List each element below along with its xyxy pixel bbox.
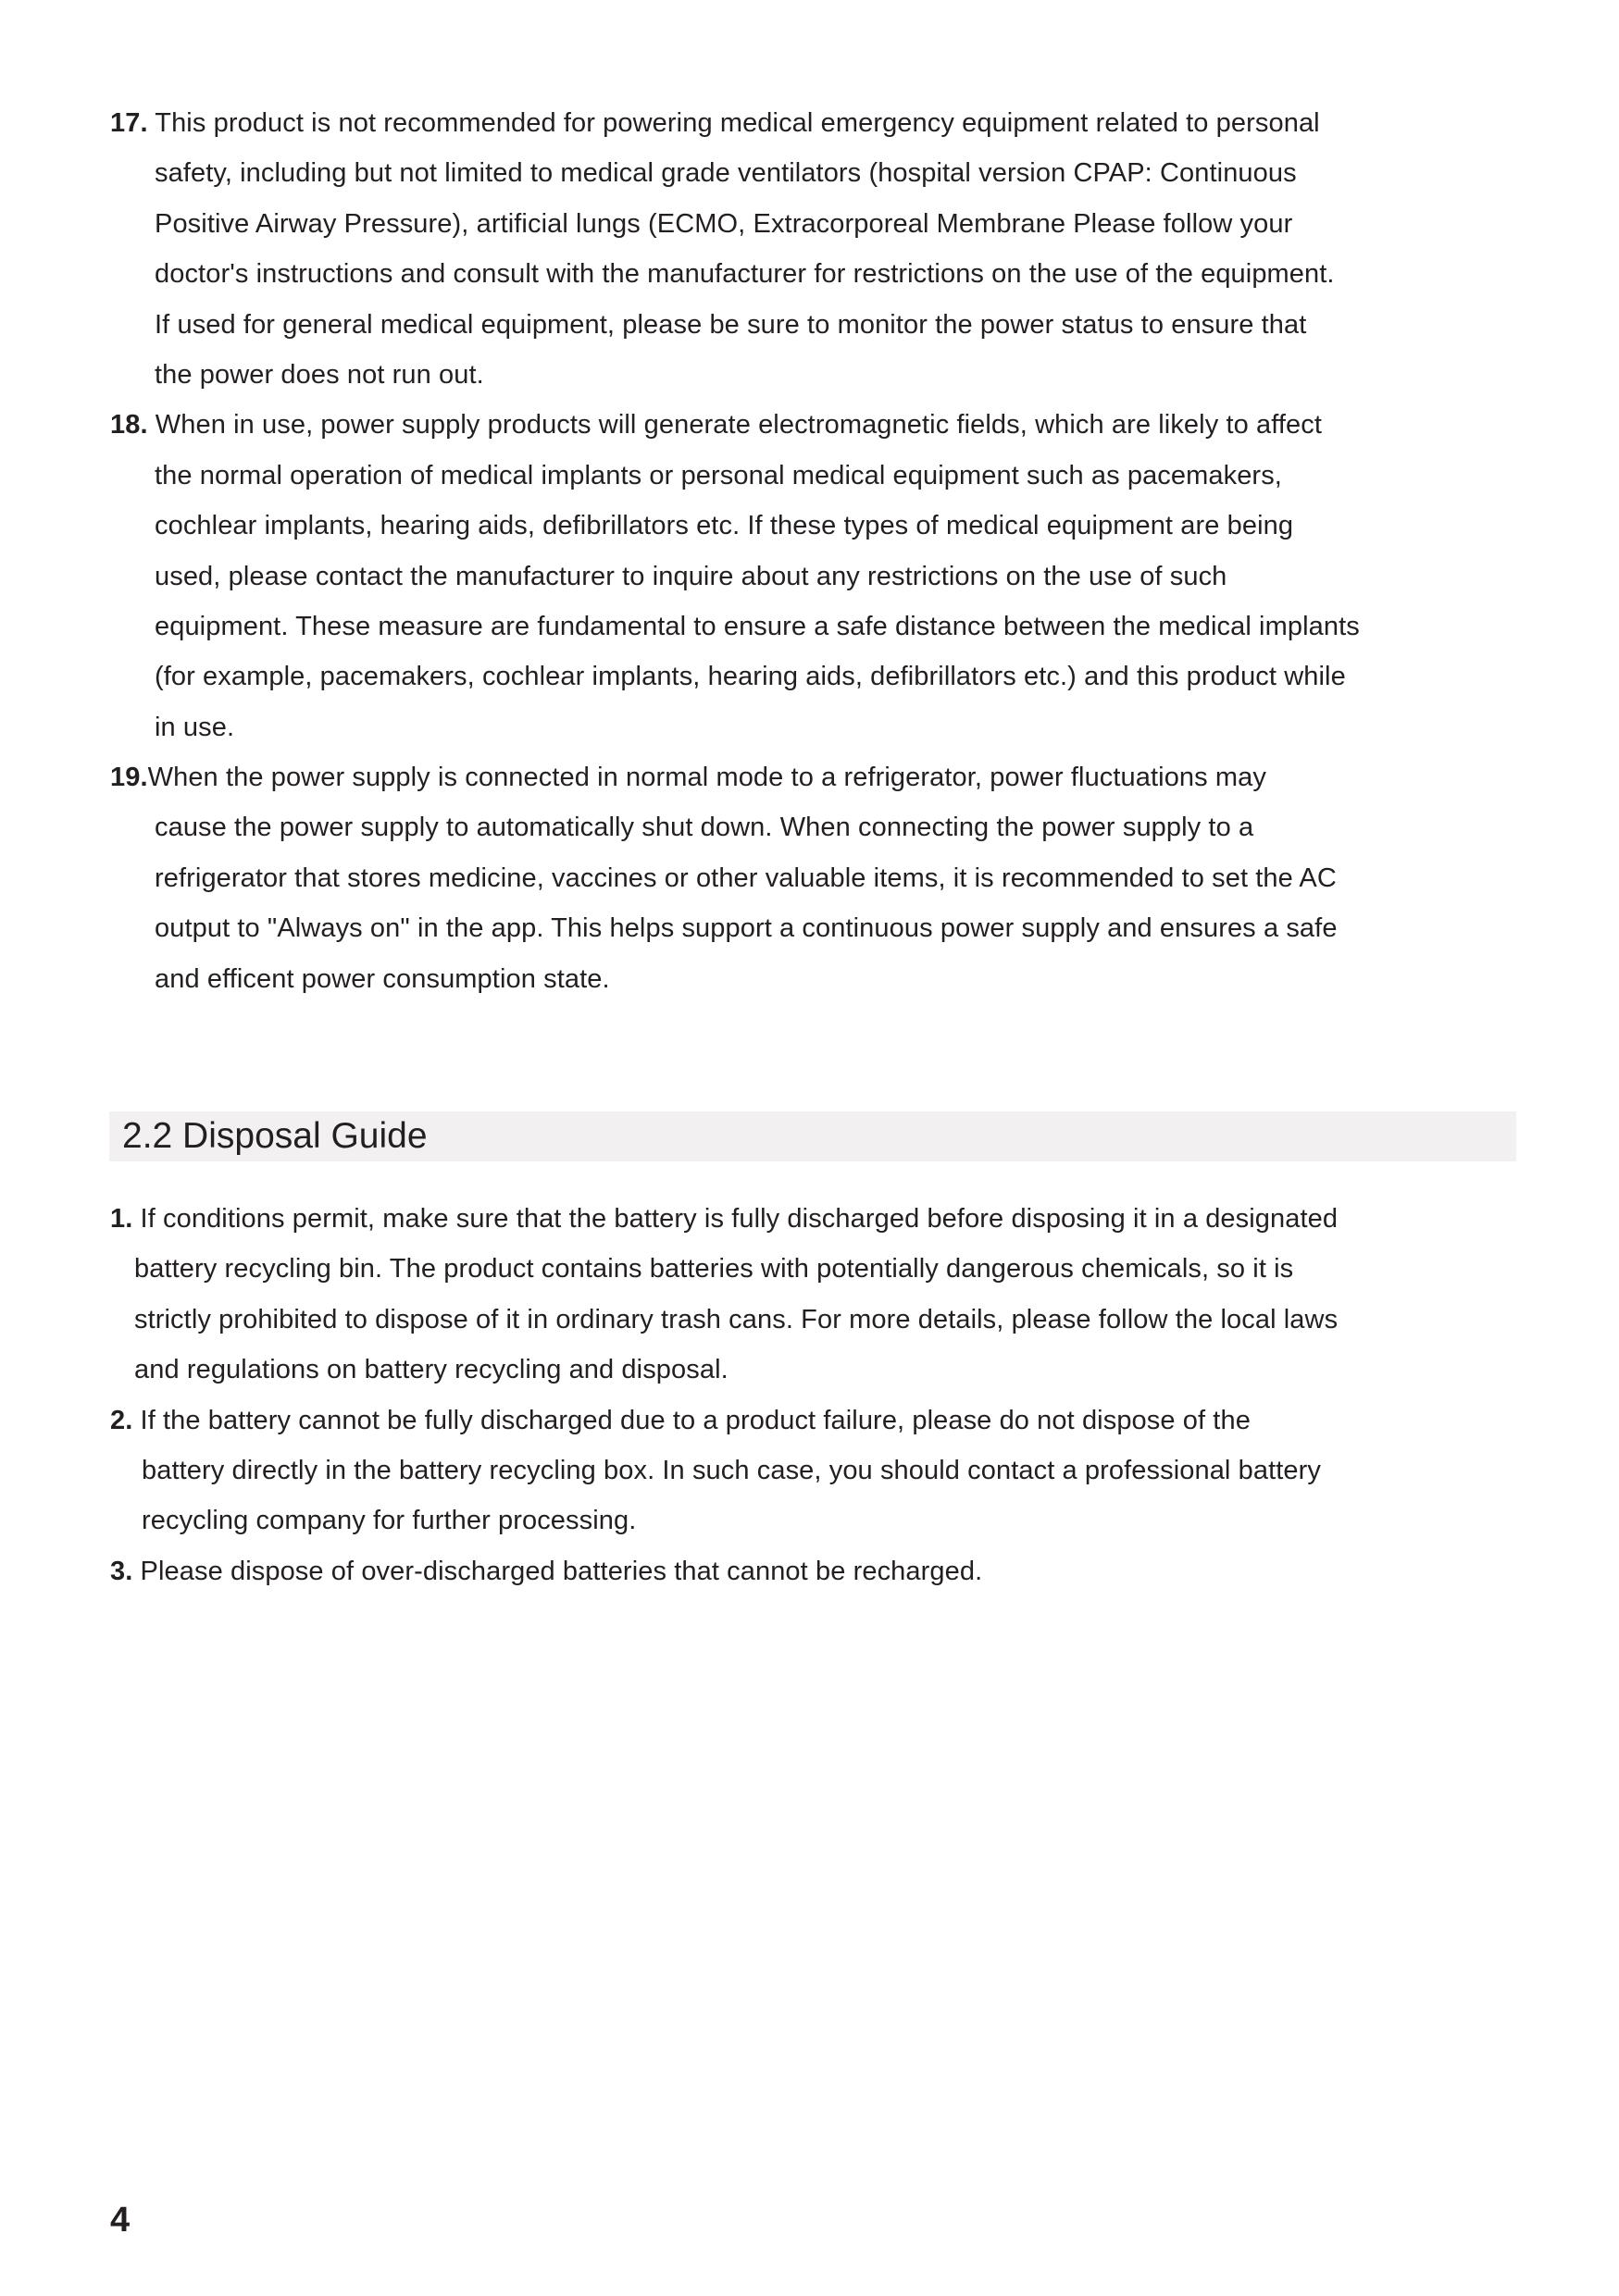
list-item-17-line-5: If used for general medical equipment, please be sure to monitor the power status to ensure that bbox=[155, 309, 1307, 340]
disposal-item-2-line-2: battery directly in the battery recycling box. In such case, you should contact a professional battery bbox=[142, 1455, 1321, 1485]
list-item-19-line-1: 19.When the power supply is connected in normal mode to a refrigerator, power fluctuations may bbox=[110, 763, 1267, 793]
disposal-item-1-line-1: 1. If conditions permit, make sure that the battery is fully discharged before disposing it in a designated bbox=[110, 1204, 1339, 1234]
disposal-item-1-line-4: and regulations on battery recycling and disposal. bbox=[134, 1355, 729, 1385]
list-item-17-line-4: doctor's instructions and consult with the manufacturer for restrictions on the use of the equipment. bbox=[155, 259, 1335, 290]
list-item-19-line-2: cause the power supply to automatically shut down. When connecting the power supply to a bbox=[155, 813, 1254, 843]
list-item-17-line-1: 17. This product is not recommended for powering medical emergency equipment related to personal bbox=[110, 108, 1320, 138]
list-item-19-line-5: and efficent power consumption state. bbox=[155, 963, 610, 994]
item-number: 18. bbox=[110, 410, 148, 441]
list-item-17-line-6: the power does not run out. bbox=[155, 359, 484, 390]
safety-list bbox=[110, 98, 1526, 1004]
item-number: 3. bbox=[110, 1556, 133, 1586]
section-heading-bar bbox=[109, 1111, 1516, 1161]
disposal-item-3-line-1: 3. Please dispose of over-discharged batteries that cannot be recharged. bbox=[110, 1556, 983, 1586]
item-number: 2. bbox=[110, 1405, 133, 1435]
page-number: 4 bbox=[110, 2201, 131, 2240]
list-item-18-line-6: (for example, pacemakers, cochlear implants, hearing aids, defibrillators etc.) and this product while bbox=[155, 662, 1346, 692]
item-number: 19. bbox=[110, 763, 148, 793]
disposal-item-2-line-1: 2. If the battery cannot be fully discharged due to a product failure, please do not dispose of the bbox=[110, 1405, 1251, 1435]
disposal-item-1-line-3: strictly prohibited to dispose of it in ordinary trash cans. For more details, please follow the local laws bbox=[134, 1304, 1339, 1334]
section-heading: 2.2 Disposal Guide bbox=[122, 1116, 428, 1156]
disposal-item-1-line-2: battery recycling bin. The product contains batteries with potentially dangerous chemicals, so it is bbox=[134, 1254, 1294, 1285]
list-item-18-line-2: the normal operation of medical implants or personal medical equipment such as pacemakers, bbox=[155, 460, 1282, 490]
list-item-17-line-3: Positive Airway Pressure), artificial lungs (ECMO, Extracorporeal Membrane Please follow your bbox=[155, 208, 1293, 239]
list-item-19-line-3: refrigerator that stores medicine, vaccines or other valuable items, it is recommended to set the AC bbox=[155, 863, 1337, 893]
disposal-list bbox=[110, 1194, 1526, 1596]
list-item-17-line-2: safety, including but not limited to medical grade ventilators (hospital version CPAP: Continuous bbox=[155, 158, 1297, 189]
list-item-18-line-7: in use. bbox=[155, 712, 235, 742]
item-number: 17. bbox=[110, 108, 148, 138]
list-item-18-line-1: 18. When in use, power supply products will generate electromagnetic fields, which are likely to affect bbox=[110, 410, 1322, 441]
list-item-18-line-5: equipment. These measure are fundamental to ensure a safe distance between the medical implants bbox=[155, 611, 1360, 641]
list-item-18-line-3: cochlear implants, hearing aids, defibrillators etc. If these types of medical equipment are being bbox=[155, 511, 1294, 541]
list-item-19-line-4: output to "Always on" in the app. This helps support a continuous power supply and ensures a safe bbox=[155, 913, 1338, 944]
item-number: 1. bbox=[110, 1204, 133, 1234]
list-item-18-line-4: used, please contact the manufacturer to inquire about any restrictions on the use of such bbox=[155, 561, 1227, 591]
disposal-item-2-line-3: recycling company for further processing. bbox=[142, 1506, 637, 1536]
